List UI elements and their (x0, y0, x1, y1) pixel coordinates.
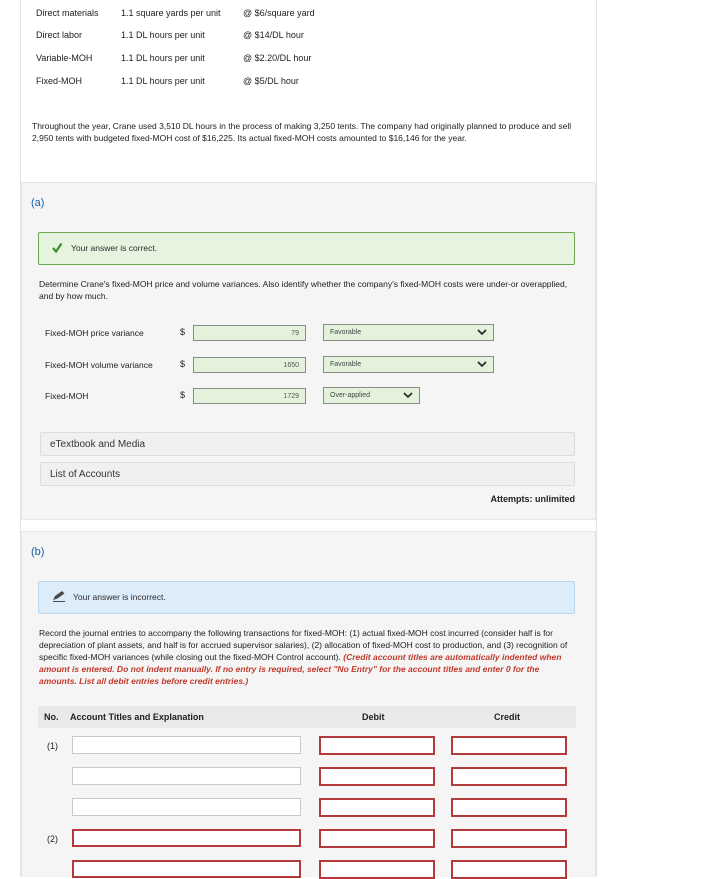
part-b-instructions (39, 627, 577, 687)
correct-feedback (38, 232, 575, 265)
problem-narrative: Throughout the year, Crane used 3,510 DL hours in the process of making 3,250 tents. The company had originally planned to produce and sell 2,950 tents with budgeted fixed-MOH cost of $16,225. Its actual fixed-MOH costs amounted to $16,146 for the year. (32, 121, 572, 143)
standard-price: @ $5/DL hour (243, 76, 299, 86)
standard-item: Direct labor (36, 30, 83, 40)
entry-number: (2) (47, 834, 58, 844)
header-credit: Credit (494, 712, 521, 722)
debit-input[interactable] (319, 767, 435, 786)
chevron-down-icon (477, 328, 487, 336)
currency-symbol: $ (180, 359, 186, 369)
check-icon (52, 241, 62, 255)
fixed-moh-select[interactable] (323, 387, 420, 404)
standard-price: @ $6/square yard (243, 8, 315, 18)
credit-input[interactable] (451, 767, 567, 786)
account-title-input[interactable] (72, 829, 301, 847)
volume-variance-label: Fixed-MOH volume variance (45, 360, 153, 370)
credit-input[interactable] (451, 798, 567, 817)
feedback-text: Your answer is correct. (71, 243, 158, 253)
select-value: Over-applied (330, 392, 371, 399)
entry-number: (1) (47, 741, 58, 751)
price-variance-label: Fixed-MOH price variance (45, 328, 144, 338)
volume-variance-input[interactable]: 1650 (193, 357, 306, 373)
standard-item: Variable-MOH (36, 53, 93, 63)
standard-quantity: 1.1 DL hours per unit (121, 76, 205, 86)
journal-table-header (38, 706, 576, 728)
header-debit: Debit (362, 712, 385, 722)
standard-item: Fixed-MOH (36, 76, 83, 86)
standard-item: Direct materials (36, 8, 99, 18)
standard-price: @ $2.20/DL hour (243, 53, 312, 63)
part-a-label: (a) (31, 197, 45, 209)
account-title-input[interactable] (72, 860, 301, 878)
standard-quantity: 1.1 DL hours per unit (121, 53, 205, 63)
select-value: Favorable (330, 361, 362, 368)
header-no: No. (44, 712, 59, 722)
part-a-instructions: Determine Crane's fixed-MOH price and volume variances. Also identify whether the company's fixed-MOH costs were under-or overapplied, and by how much. (39, 279, 568, 301)
currency-symbol: $ (180, 390, 186, 400)
chevron-down-icon (403, 391, 413, 399)
volume-variance-select[interactable] (323, 356, 494, 373)
attempts-label: Attempts: unlimited (490, 494, 575, 504)
fixed-moh-label: Fixed-MOH (45, 391, 89, 401)
fixed-moh-input[interactable]: 1729 (193, 388, 306, 404)
price-variance-select[interactable] (323, 324, 494, 341)
currency-symbol: $ (180, 327, 186, 337)
debit-input[interactable] (319, 798, 435, 817)
incorrect-feedback (38, 581, 575, 614)
etextbook-link[interactable]: eTextbook and Media (40, 432, 575, 456)
feedback-text: Your answer is incorrect. (73, 592, 166, 602)
debit-input[interactable] (319, 829, 435, 848)
credit-input[interactable] (451, 829, 567, 848)
select-value: Favorable (330, 329, 362, 336)
part-b-label: (b) (31, 546, 45, 558)
header-account: Account Titles and Explanation (70, 712, 204, 722)
standard-quantity: 1.1 square yards per unit (121, 8, 221, 18)
pencil-icon (52, 590, 66, 602)
debit-input[interactable] (319, 860, 435, 879)
account-title-input[interactable] (72, 736, 301, 754)
credit-input[interactable] (451, 860, 567, 879)
price-variance-input[interactable]: 79 (193, 325, 306, 341)
list-of-accounts-link[interactable]: List of Accounts (40, 462, 575, 486)
instructions-text: Record the journal entries to accompany the following transactions for fixed-MOH: (1) actual fixed-MOH cost incurred (consider half is for depreciation of plant assets, and half is for accrued supervisor salaries), (2) allocation of fixed-MOH cost to production, and (3) recognition of specific fixed-MOH variances (while closing out the fixed-MOH Control account). (39, 628, 568, 662)
credit-input[interactable] (451, 736, 567, 755)
instructions-note: (Credit account titles are automatically indented when amount is entered. Do not indent manually. If no entry is required, select "No Entry" for the account titles and enter 0 for the amounts. List all debit entries before credit entries.) (39, 652, 562, 686)
account-title-input[interactable] (72, 798, 301, 816)
account-title-input[interactable] (72, 767, 301, 785)
standard-quantity: 1.1 DL hours per unit (121, 30, 205, 40)
standard-price: @ $14/DL hour (243, 30, 304, 40)
debit-input[interactable] (319, 736, 435, 755)
chevron-down-icon (477, 360, 487, 368)
